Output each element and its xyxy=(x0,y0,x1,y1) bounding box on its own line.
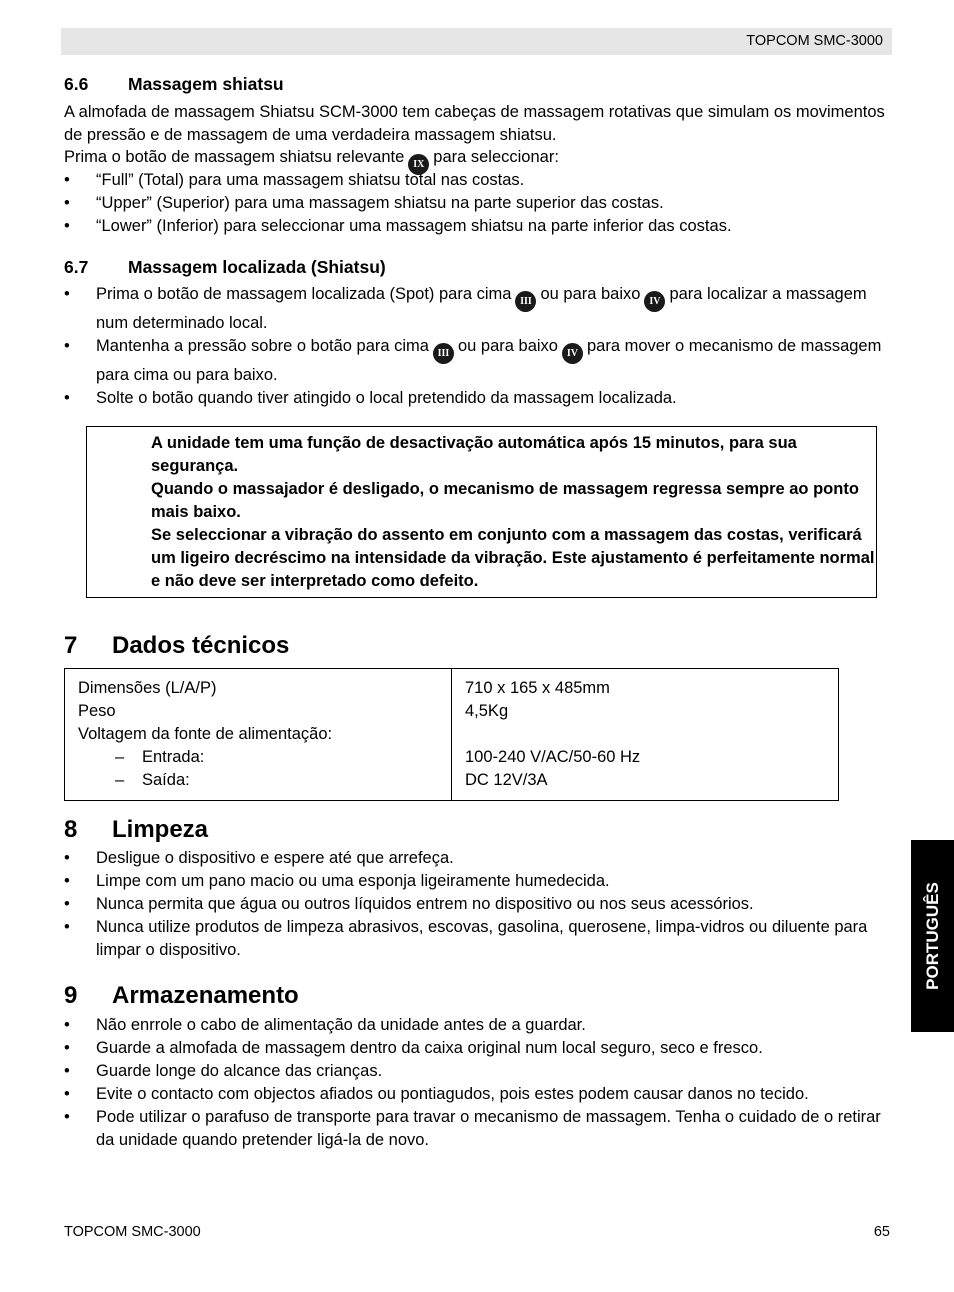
language-tab-label: PORTUGUÊS xyxy=(922,882,942,990)
footer-title: TOPCOM SMC-3000 xyxy=(64,1224,201,1240)
page-number: 65 xyxy=(873,1224,890,1240)
bullet-text: Mantenha a pressão sobre o botão para cima xyxy=(96,337,429,355)
section-9-bullets xyxy=(64,1014,894,1152)
list-item: • Pode utilizar o parafuso de transporte para travar o mecanismo de massagem. Tenha o cuidado de o retirar da unidade quando pretender ligá-la de novo. xyxy=(64,1106,894,1152)
section-title: Massagem shiatsu xyxy=(128,74,284,94)
section-6-6-heading xyxy=(64,74,284,95)
list-item: • Desligue o dispositivo e espere até que arrefeça. xyxy=(64,847,894,870)
spec-label: Voltagem da fonte de alimentação: xyxy=(78,725,333,743)
list-item: • Guarde longe do alcance das crianças. xyxy=(64,1060,894,1083)
section-title: Limpeza xyxy=(112,816,209,843)
section-title: Armazenamento xyxy=(112,982,299,1009)
spec-label-text: Saída: xyxy=(142,771,190,789)
list-item xyxy=(64,283,894,335)
list-item: • Limpe com um pano macio ou uma esponja ligeiramente humedecida. xyxy=(64,870,894,893)
section-8-bullets xyxy=(64,847,894,962)
note-line-2: Quando o massajador é desligado, o mecanismo de massagem regressa sempre ao ponto mais baixo. xyxy=(151,480,859,521)
list-item: • Não enrrole o cabo de alimentação da unidade antes de a guardar. xyxy=(64,1014,894,1037)
section-number: 9 xyxy=(64,982,78,1009)
section-number: 6.7 xyxy=(64,257,89,277)
list-item: • “Upper” (Superior) para uma massagem shiatsu na parte superior das costas. xyxy=(64,192,894,215)
list-item: • “Full” (Total) para uma massagem shiatsu total nas costas. xyxy=(64,169,894,192)
section-title: Dados técnicos xyxy=(112,632,290,659)
spec-label: Dimensões (L/A/P) xyxy=(78,679,217,697)
page-header xyxy=(61,28,892,55)
instruction-text-b: para seleccionar: xyxy=(433,148,559,166)
section-8-heading xyxy=(64,816,208,844)
spot-down-icon: IV xyxy=(644,291,665,312)
list-item: • “Lower” (Inferior) para seleccionar uma massagem shiatsu na parte inferior das costas. xyxy=(64,215,894,238)
instruction-text-a: Prima o botão de massagem shiatsu relevante xyxy=(64,148,405,166)
spec-label-text: Entrada: xyxy=(142,748,205,766)
section-6-6-intro: A almofada de massagem Shiatsu SCM-3000 tem cabeças de massagem rotativas que simulam os movimentos de pressão e de massagem de uma verdadeira massagem shiatsu. xyxy=(64,103,885,144)
spec-value: 4,5Kg xyxy=(465,702,509,720)
bullet-text: para mover o mecanismo de massagem para cima ou para baixo. xyxy=(96,337,882,384)
bullet-text: ou para baixo xyxy=(457,337,558,355)
spec-label: Peso xyxy=(78,702,116,720)
bullet-text: ou para baixo xyxy=(540,285,641,303)
note-box xyxy=(86,426,877,598)
bullet-text: Prima o botão de massagem localizada (Spot) para cima xyxy=(96,285,512,303)
spot-up-icon: III xyxy=(515,291,536,312)
list-item: • Solte o botão quando tiver atingido o local pretendido da massagem localizada. xyxy=(64,387,894,410)
section-6-7-heading xyxy=(64,257,386,278)
list-item: • Evite o contacto com objectos afiados ou pontiagudos, pois estes podem causar danos no tecido. xyxy=(64,1083,894,1106)
list-item: • Guarde a almofada de massagem dentro da caixa original num local seguro, seco e fresco. xyxy=(64,1037,894,1060)
list-item xyxy=(64,335,894,387)
list-item: • Nunca utilize produtos de limpeza abrasivos, escovas, gasolina, querosene, limpa-vidros ou diluente para limpar o dispositivo. xyxy=(64,916,894,962)
spec-labels-cell xyxy=(65,669,452,801)
spot-up-icon: III xyxy=(433,343,454,364)
header-title: TOPCOM SMC-3000 xyxy=(746,33,883,49)
section-9-heading xyxy=(64,982,299,1010)
spec-values-cell xyxy=(452,669,839,801)
spot-down-icon: IV xyxy=(562,343,583,364)
bullet-text: para localizar a massagem num determinado local. xyxy=(96,285,867,332)
section-7-heading xyxy=(64,632,289,660)
section-title: Massagem localizada (Shiatsu) xyxy=(128,257,386,277)
section-number: 8 xyxy=(64,816,78,843)
spec-table xyxy=(64,668,839,801)
spec-value: 100-240 V/AC/50-60 Hz xyxy=(465,748,641,766)
section-6-7-bullets xyxy=(64,283,894,410)
note-text xyxy=(151,432,875,593)
spec-sub-label xyxy=(78,746,438,769)
list-item: • Nunca permita que água ou outros líquidos entrem no dispositivo ou nos seus acessórios. xyxy=(64,893,894,916)
shiatsu-button-icon: IX xyxy=(408,154,429,175)
section-number: 6.6 xyxy=(64,74,89,94)
spec-value: DC 12V/3A xyxy=(465,771,548,789)
note-line-3: Se seleccionar a vibração do assento em conjunto com a massagem das costas, verificará um ligeiro decréscimo na intensidade da vibração. Este ajustamento é perfeitamente normal e não deve ser interpretado como defeito. xyxy=(151,526,875,590)
spec-sub-label xyxy=(78,769,438,792)
spec-value: 710 x 165 x 485mm xyxy=(465,679,610,697)
note-line-1: A unidade tem uma função de desactivação automática após 15 minutos, para sua segurança. xyxy=(151,434,797,475)
section-number: 7 xyxy=(64,632,78,659)
section-6-6-bullets xyxy=(64,169,894,238)
spec-value-blank xyxy=(465,723,825,746)
language-tab xyxy=(911,840,954,1032)
